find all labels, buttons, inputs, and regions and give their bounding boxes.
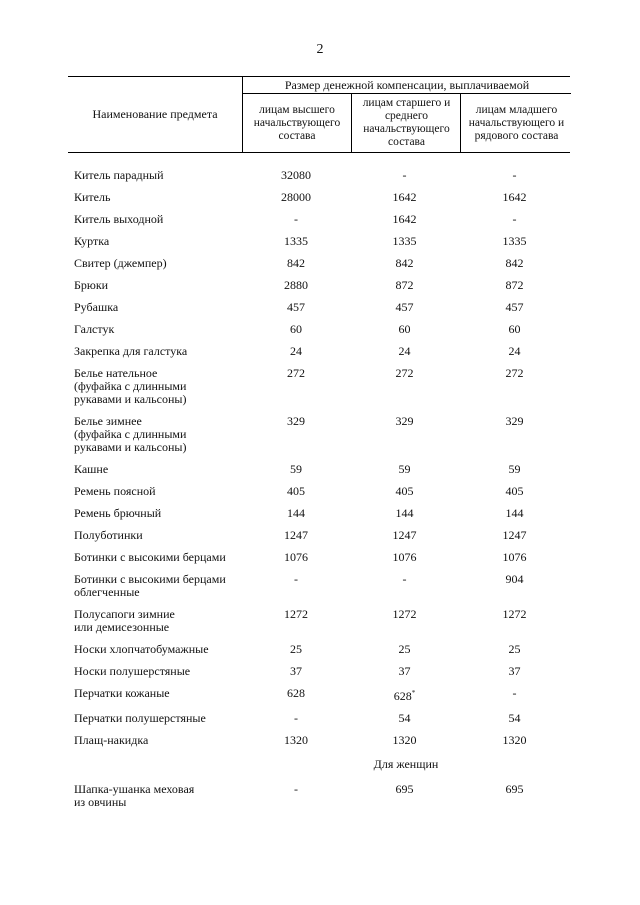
value-middle: 1272 bbox=[392, 607, 417, 621]
value-senior: 329 bbox=[287, 414, 305, 428]
value-senior: 25 bbox=[290, 642, 302, 656]
table-row bbox=[68, 733, 570, 755]
item-name: Ботинки с высокими берцами bbox=[74, 550, 226, 564]
value-middle: 329 bbox=[395, 414, 414, 428]
value-senior: - bbox=[294, 711, 298, 725]
section-women-heading bbox=[68, 755, 570, 782]
table-row bbox=[68, 344, 570, 366]
value-junior: 1642 bbox=[502, 190, 527, 204]
value-senior: 59 bbox=[290, 462, 302, 476]
page-number: 2 bbox=[316, 42, 324, 57]
item-name: Носки хлопчатобумажные bbox=[74, 642, 209, 656]
table-row bbox=[68, 782, 570, 817]
value-senior: - bbox=[294, 782, 298, 796]
table-row bbox=[68, 168, 570, 190]
table-row bbox=[68, 642, 570, 664]
value-junior: 405 bbox=[505, 484, 524, 498]
value-junior: 872 bbox=[505, 278, 524, 292]
value-junior: 329 bbox=[505, 414, 524, 428]
table-row bbox=[68, 278, 570, 300]
value-junior: 1272 bbox=[502, 607, 527, 621]
item-name: Китель выходной bbox=[74, 212, 164, 226]
table-row bbox=[68, 686, 570, 711]
value-senior: 32080 bbox=[281, 168, 311, 182]
value-junior: 54 bbox=[508, 711, 521, 725]
value-senior: 1335 bbox=[284, 234, 308, 248]
value-middle: 628* bbox=[393, 689, 416, 703]
value-middle: 54 bbox=[398, 711, 411, 725]
value-junior: - bbox=[512, 212, 517, 226]
table-row bbox=[68, 484, 570, 506]
value-middle: 37 bbox=[398, 664, 411, 678]
item-name: Носки полушерстяные bbox=[74, 664, 191, 678]
value-middle: 1335 bbox=[392, 234, 417, 248]
table-row bbox=[68, 234, 570, 256]
table-row bbox=[68, 366, 570, 414]
value-middle: 144 bbox=[395, 506, 414, 520]
table-row bbox=[68, 607, 570, 642]
table-body bbox=[68, 168, 570, 817]
value-middle: 842 bbox=[395, 256, 414, 270]
table-row bbox=[68, 572, 570, 607]
value-junior: 25 bbox=[508, 642, 521, 656]
item-name: Китель bbox=[74, 190, 111, 204]
item-name: Кашне bbox=[74, 462, 109, 476]
value-middle: 59 bbox=[398, 462, 411, 476]
value-senior: - bbox=[294, 572, 298, 586]
value-middle: 1642 bbox=[392, 212, 417, 226]
value-middle: 272 bbox=[395, 366, 414, 380]
table-header bbox=[68, 76, 570, 153]
table-row bbox=[68, 664, 570, 686]
item-name: Ремень брючный bbox=[74, 506, 162, 520]
value-senior: 272 bbox=[287, 366, 305, 380]
item-name: Ботинки с высокими берцами облегченные bbox=[74, 572, 226, 599]
value-junior: 904 bbox=[505, 572, 524, 586]
value-middle: 1642 bbox=[392, 190, 417, 204]
value-middle: 1076 bbox=[392, 550, 417, 564]
value-senior: 628 bbox=[287, 686, 305, 700]
value-junior: - bbox=[512, 168, 517, 182]
value-junior: 1335 bbox=[502, 234, 527, 248]
value-middle: 25 bbox=[398, 642, 411, 656]
table-row bbox=[68, 528, 570, 550]
item-name: Полуботинки bbox=[74, 528, 143, 542]
value-senior: 60 bbox=[290, 322, 302, 336]
item-name: Рубашка bbox=[74, 300, 119, 314]
value-senior: 842 bbox=[287, 256, 305, 270]
value-senior: 457 bbox=[287, 300, 305, 314]
table-row bbox=[68, 190, 570, 212]
item-name: Китель парадный bbox=[74, 168, 164, 182]
header-compensation-group bbox=[242, 77, 571, 152]
table-row bbox=[68, 414, 570, 462]
value-junior: 144 bbox=[505, 506, 524, 520]
section-women-label: Для женщин bbox=[373, 757, 439, 771]
item-name: Перчатки кожаные bbox=[74, 686, 170, 700]
value-middle: 457 bbox=[395, 300, 414, 314]
value-senior: 1076 bbox=[284, 550, 308, 564]
value-senior: 1272 bbox=[284, 607, 308, 621]
value-senior: 2880 bbox=[284, 278, 308, 292]
value-junior: 37 bbox=[508, 664, 521, 678]
value-junior: 842 bbox=[505, 256, 524, 270]
value-middle: 695 bbox=[395, 782, 414, 796]
value-middle: 24 bbox=[398, 344, 411, 358]
item-name: Перчатки полушерстяные bbox=[74, 711, 206, 725]
value-senior: 37 bbox=[290, 664, 302, 678]
item-name: Шапка-ушанка меховая из овчины bbox=[74, 782, 195, 809]
value-senior: 24 bbox=[290, 344, 302, 358]
value-junior: 1320 bbox=[502, 733, 527, 747]
value-junior: 457 bbox=[505, 300, 524, 314]
table-row bbox=[68, 506, 570, 528]
value-junior: 59 bbox=[508, 462, 521, 476]
value-middle: 60 bbox=[398, 322, 411, 336]
value-senior: 144 bbox=[287, 506, 305, 520]
item-name: Закрепка для галстука bbox=[74, 344, 188, 358]
value-middle: - bbox=[402, 572, 407, 586]
header-junior-command: лицам младшего начальствующего и рядового состава bbox=[460, 94, 572, 152]
value-middle: 405 bbox=[395, 484, 414, 498]
value-middle: 1320 bbox=[392, 733, 417, 747]
item-name: Белье зимнее (фуфайка с длинными рукавами и кальсоны) bbox=[74, 414, 187, 454]
value-senior: 405 bbox=[287, 484, 305, 498]
item-name: Плащ-накидка bbox=[74, 733, 149, 747]
value-junior: 1247 bbox=[502, 528, 527, 542]
item-name: Ремень поясной bbox=[74, 484, 156, 498]
item-name: Галстук bbox=[74, 322, 115, 336]
table-row bbox=[68, 212, 570, 234]
header-item-name: Наименование предмета bbox=[92, 107, 218, 121]
table-row bbox=[68, 711, 570, 733]
value-junior: 60 bbox=[508, 322, 521, 336]
table-row bbox=[68, 300, 570, 322]
value-junior: - bbox=[512, 686, 517, 700]
value-middle: - bbox=[402, 168, 407, 182]
value-senior: - bbox=[294, 212, 298, 226]
value-senior: 1320 bbox=[284, 733, 308, 747]
value-middle: 1247 bbox=[392, 528, 417, 542]
header-middle-command: лицам старшего и среднего начальствующего состава bbox=[351, 94, 461, 152]
item-name: Белье нательное (фуфайка с длинными рукавами и кальсоны) bbox=[74, 366, 187, 406]
item-name: Полусапоги зимние или демисезонные bbox=[74, 607, 175, 634]
header-senior-command: лицам высшего начальствующего состава bbox=[253, 103, 341, 142]
table-row bbox=[68, 550, 570, 572]
value-junior: 24 bbox=[508, 344, 521, 358]
item-name: Свитер (джемпер) bbox=[74, 256, 167, 270]
value-senior: 28000 bbox=[281, 190, 311, 204]
value-junior: 695 bbox=[505, 782, 524, 796]
value-junior: 272 bbox=[505, 366, 524, 380]
value-junior: 1076 bbox=[502, 550, 527, 564]
item-name: Брюки bbox=[74, 278, 109, 292]
value-senior: 1247 bbox=[284, 528, 308, 542]
item-name: Куртка bbox=[74, 234, 110, 248]
value-middle: 872 bbox=[395, 278, 414, 292]
table-row bbox=[68, 256, 570, 278]
header-group-title: Размер денежной компенсации, выплачиваемой bbox=[243, 77, 571, 94]
table-row bbox=[68, 322, 570, 344]
table-row bbox=[68, 462, 570, 484]
